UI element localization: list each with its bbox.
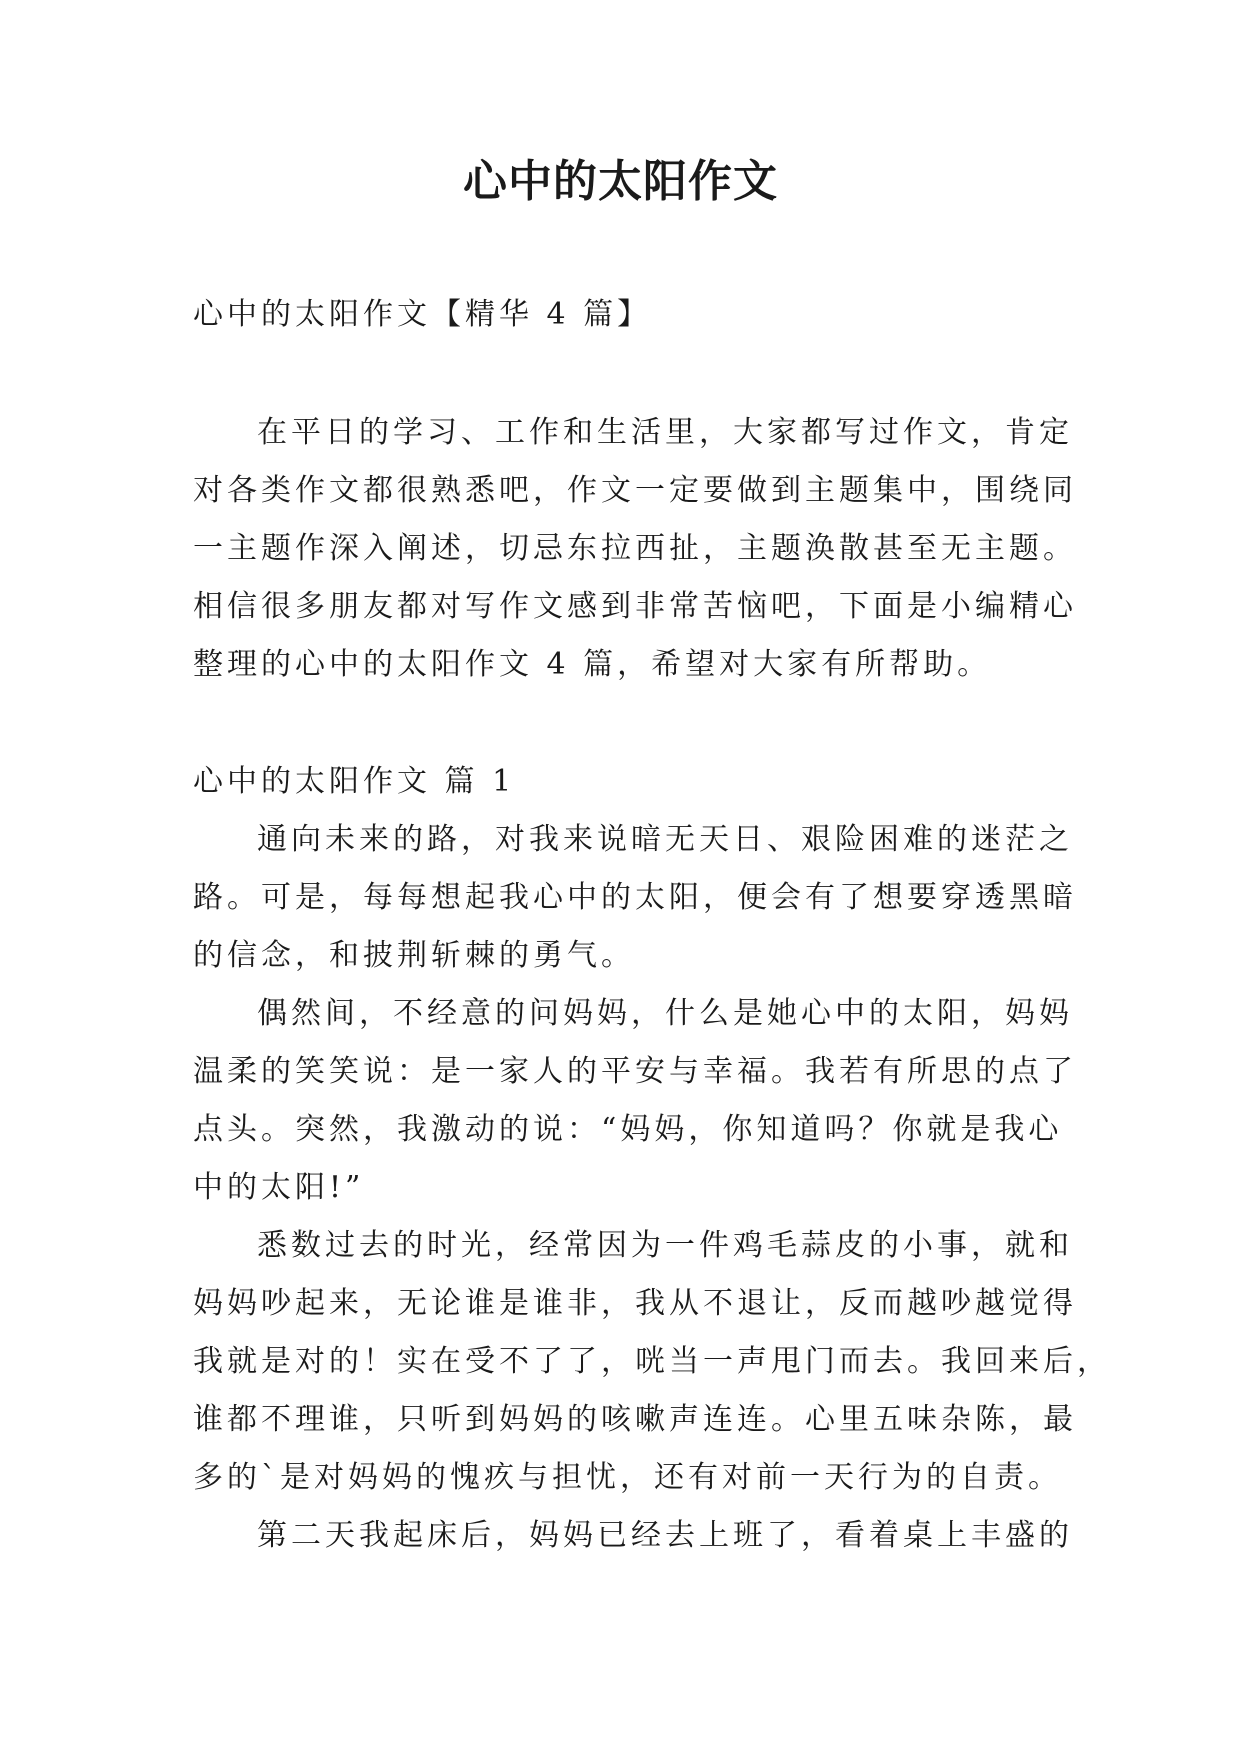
article-line: 悉数过去的时光，经常因为一件鸡毛蒜皮的小事，就和 [257, 1228, 1073, 1263]
article-line: 妈妈吵起来，无论谁是谁非，我从不退让，反而越吵越觉得 [193, 1286, 1077, 1321]
article-line: 温柔的笑笑说：是一家人的平安与幸福。我若有所思的点了 [193, 1054, 1077, 1089]
document-title: 心中的太阳作文 [463, 156, 778, 207]
article-line: 点头。突然，我激动的说：“妈妈，你知道吗？你就是我心 [193, 1112, 1063, 1147]
article-line: 第二天我起床后，妈妈已经去上班了，看着桌上丰盛的 [257, 1518, 1073, 1553]
article-line: 我就是对的！实在受不了了，咣当一声甩门而去。我回来后， [193, 1344, 1111, 1379]
article-line: 多的`是对妈妈的愧疚与担忧，还有对前一天行为的自责。 [193, 1460, 1062, 1495]
article-line: 中的太阳!” [193, 1170, 365, 1205]
article-line: 通向未来的路，对我来说暗无天日、艰险困难的迷茫之 [257, 822, 1073, 857]
article-line: 谁都不理谁，只听到妈妈的咳嗽声连连。心里五味杂陈，最 [193, 1402, 1077, 1437]
intro-line: 对各类作文都很熟悉吧，作文一定要做到主题集中，围绕同 [193, 473, 1077, 508]
article-line: 偶然间，不经意的问妈妈，什么是她心中的太阳，妈妈 [257, 996, 1073, 1031]
document-subtitle: 心中的太阳作文【精华 4 篇】 [193, 297, 652, 332]
article-line: 路。可是，每每想起我心中的太阳，便会有了想要穿透黑暗 [193, 880, 1077, 915]
intro-paragraph [193, 404, 1077, 694]
intro-line: 一主题作深入阐述，切忌东拉西扯，主题涣散甚至无主题。 [193, 531, 1077, 566]
article-heading: 心中的太阳作文 篇 1 [193, 764, 516, 799]
article-line: 的信念，和披荆斩棘的勇气。 [193, 938, 635, 973]
article-body [193, 811, 1111, 1565]
intro-line: 在平日的学习、工作和生活里，大家都写过作文，肯定 [257, 415, 1073, 450]
intro-line: 相信很多朋友都对写作文感到非常苦恼吧，下面是小编精心 [193, 589, 1077, 624]
intro-line: 整理的心中的太阳作文 4 篇，希望对大家有所帮助。 [193, 647, 992, 682]
